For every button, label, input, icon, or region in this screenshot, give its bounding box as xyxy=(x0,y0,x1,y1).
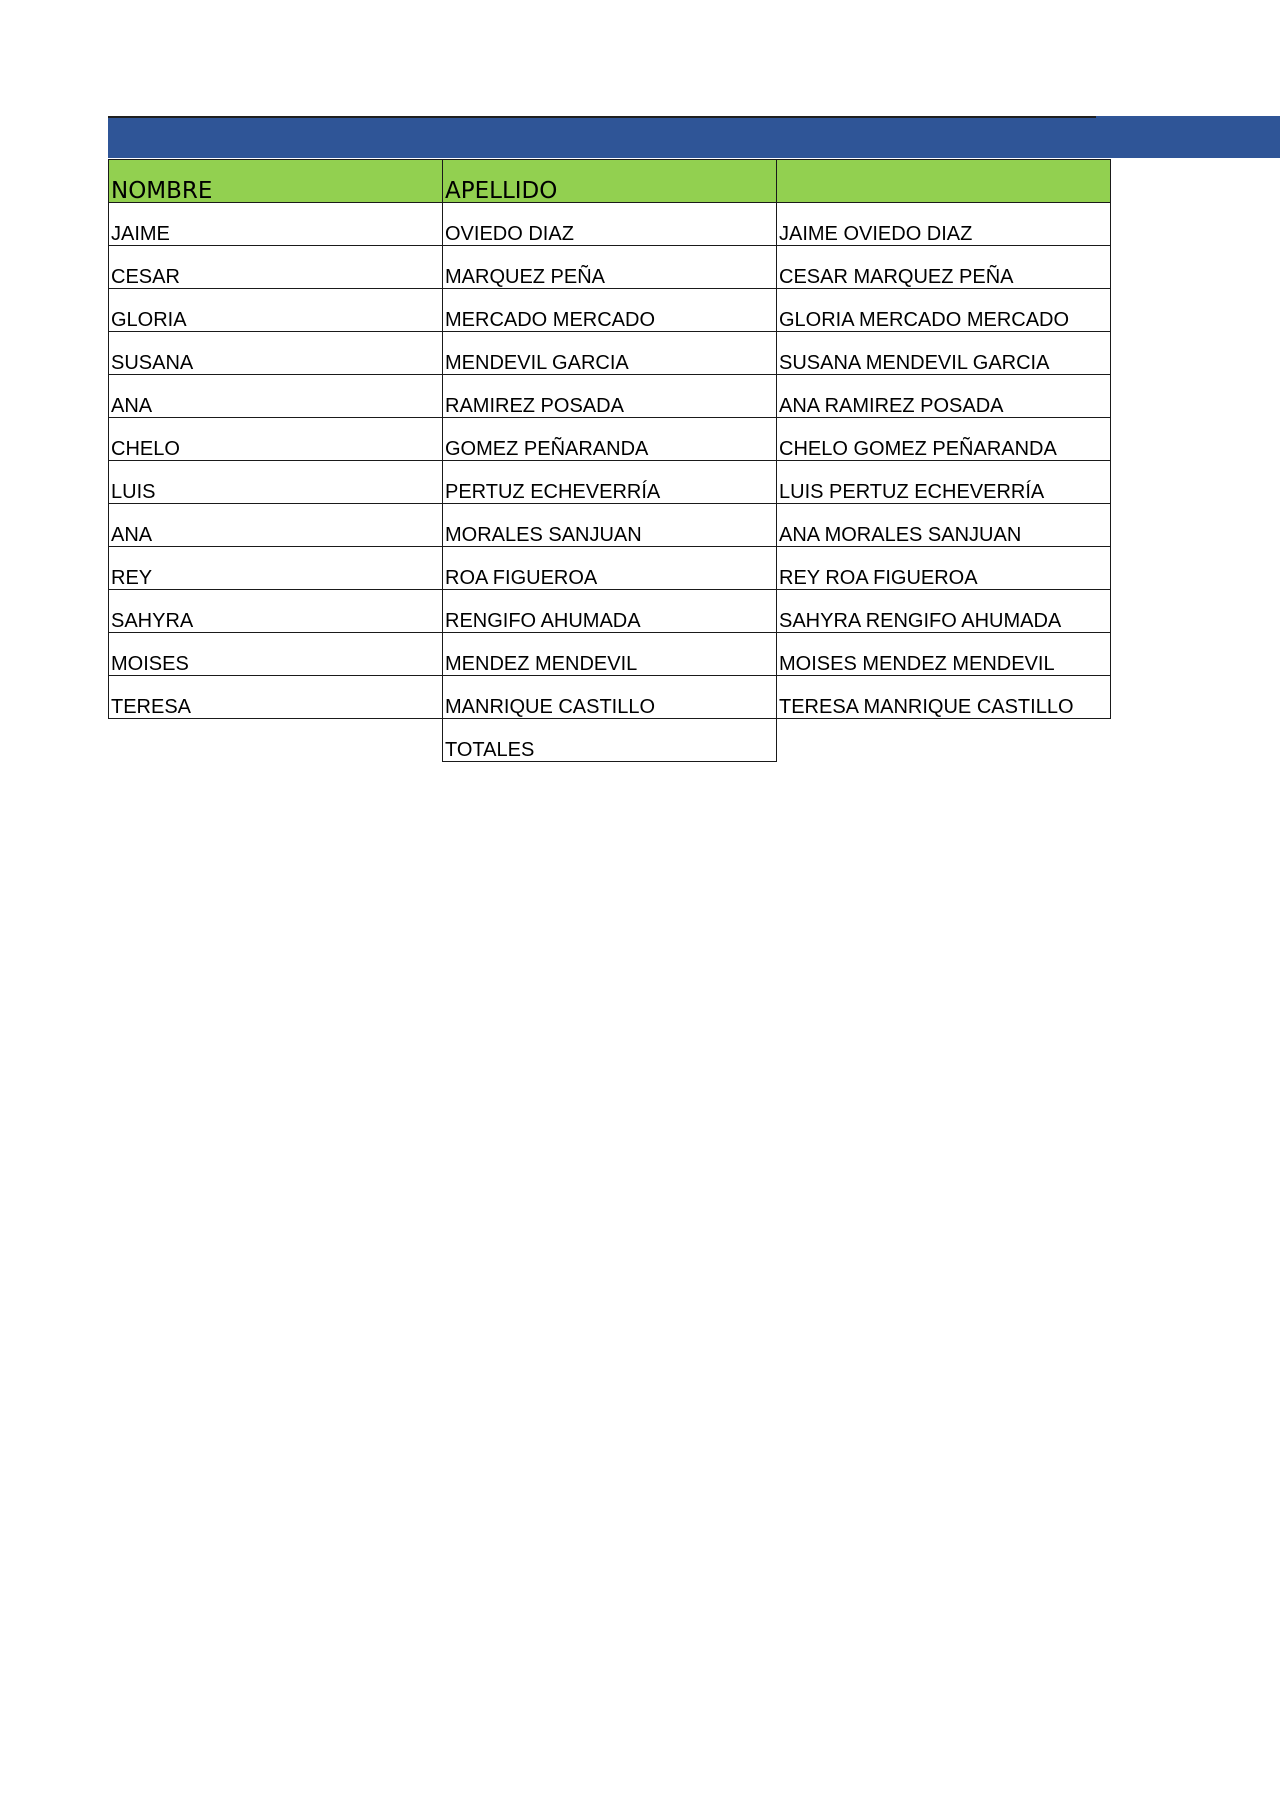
cell-nombre-completo[interactable]: LUIS PERTUZ ECHEVERRÍA xyxy=(777,461,1111,504)
cell-nombre[interactable]: SAHYRA xyxy=(109,590,443,633)
table-row xyxy=(109,547,1111,590)
title-band xyxy=(108,116,1280,158)
cell-apellido[interactable]: MANRIQUE CASTILLO xyxy=(443,676,777,719)
cell-apellido[interactable]: MORALES SANJUAN xyxy=(443,504,777,547)
cell-nombre-completo[interactable]: MOISES MENDEZ MENDEVIL xyxy=(777,633,1111,676)
names-table xyxy=(108,159,1111,762)
cell-nombre[interactable]: ANA xyxy=(109,504,443,547)
cell-apellido[interactable]: MENDEZ MENDEVIL xyxy=(443,633,777,676)
cell-nombre-completo[interactable]: ANA RAMIREZ POSADA xyxy=(777,375,1111,418)
cell-nombre-completo[interactable]: ANA MORALES SANJUAN xyxy=(777,504,1111,547)
empty-cell[interactable] xyxy=(109,719,443,762)
cell-nombre-completo[interactable]: GLORIA MERCADO MERCADO xyxy=(777,289,1111,332)
cell-nombre-completo[interactable]: CESAR MARQUEZ PEÑA xyxy=(777,246,1111,289)
cell-nombre[interactable]: SUSANA xyxy=(109,332,443,375)
totals-row xyxy=(109,719,1111,762)
title-band-top-border xyxy=(108,116,1096,118)
header-nombre[interactable]: NOMBRE xyxy=(109,160,443,203)
table-row xyxy=(109,418,1111,461)
cell-nombre[interactable]: REY xyxy=(109,547,443,590)
cell-nombre-completo[interactable]: JAIME OVIEDO DIAZ xyxy=(777,203,1111,246)
table-row xyxy=(109,676,1111,719)
cell-nombre-completo[interactable]: SAHYRA RENGIFO AHUMADA xyxy=(777,590,1111,633)
cell-nombre-completo[interactable]: SUSANA MENDEVIL GARCIA xyxy=(777,332,1111,375)
cell-nombre[interactable]: MOISES xyxy=(109,633,443,676)
cell-nombre[interactable]: CESAR xyxy=(109,246,443,289)
empty-cell[interactable] xyxy=(777,719,1111,762)
cell-apellido[interactable]: MERCADO MERCADO xyxy=(443,289,777,332)
cell-apellido[interactable]: ROA FIGUEROA xyxy=(443,547,777,590)
cell-nombre-completo[interactable]: CHELO GOMEZ PEÑARANDA xyxy=(777,418,1111,461)
cell-apellido[interactable]: MENDEVIL GARCIA xyxy=(443,332,777,375)
table-row xyxy=(109,504,1111,547)
cell-nombre[interactable]: GLORIA xyxy=(109,289,443,332)
table-row xyxy=(109,461,1111,504)
cell-nombre[interactable]: ANA xyxy=(109,375,443,418)
header-row xyxy=(109,160,1111,203)
cell-nombre[interactable]: JAIME xyxy=(109,203,443,246)
cell-apellido[interactable]: GOMEZ PEÑARANDA xyxy=(443,418,777,461)
table-row xyxy=(109,633,1111,676)
header-apellido[interactable]: APELLIDO xyxy=(443,160,777,203)
header-nombre-completo[interactable] xyxy=(777,160,1111,203)
table-row xyxy=(109,375,1111,418)
cell-apellido[interactable]: RENGIFO AHUMADA xyxy=(443,590,777,633)
table-row xyxy=(109,203,1111,246)
table-row xyxy=(109,332,1111,375)
cell-nombre-completo[interactable]: REY ROA FIGUEROA xyxy=(777,547,1111,590)
totales-label[interactable]: TOTALES xyxy=(443,719,777,762)
cell-apellido[interactable]: RAMIREZ POSADA xyxy=(443,375,777,418)
cell-nombre[interactable]: LUIS xyxy=(109,461,443,504)
cell-nombre[interactable]: CHELO xyxy=(109,418,443,461)
cell-apellido[interactable]: MARQUEZ PEÑA xyxy=(443,246,777,289)
table-row xyxy=(109,590,1111,633)
table-row xyxy=(109,246,1111,289)
cell-apellido[interactable]: PERTUZ ECHEVERRÍA xyxy=(443,461,777,504)
cell-nombre[interactable]: TERESA xyxy=(109,676,443,719)
cell-apellido[interactable]: OVIEDO DIAZ xyxy=(443,203,777,246)
cell-nombre-completo[interactable]: TERESA MANRIQUE CASTILLO xyxy=(777,676,1111,719)
table-row xyxy=(109,289,1111,332)
